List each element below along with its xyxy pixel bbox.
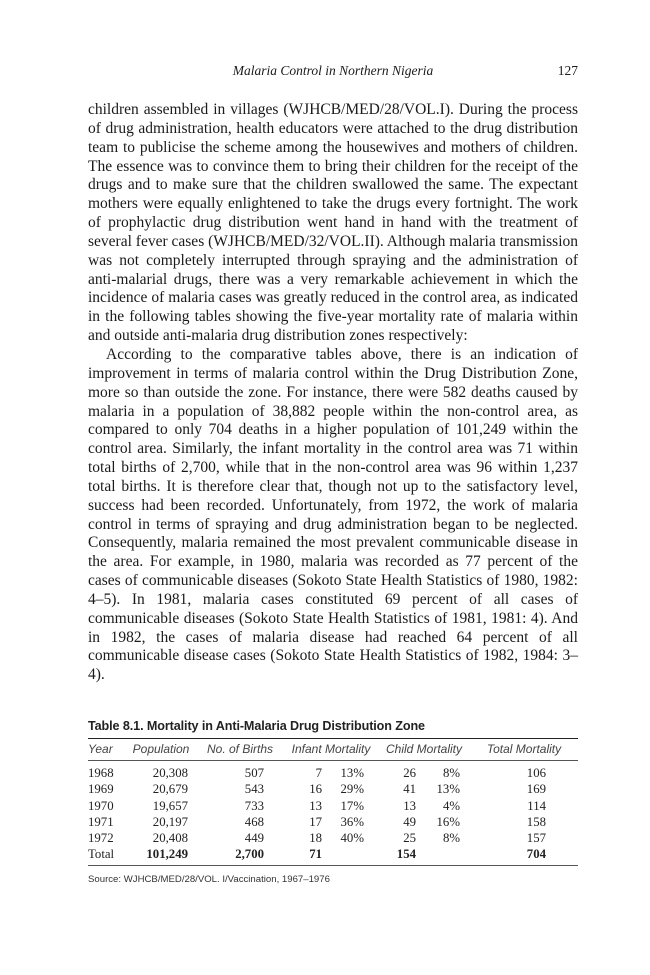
cell-population: 19,657: [152, 798, 188, 813]
cell-year: 1968: [88, 766, 114, 780]
cell-empty: [422, 846, 470, 865]
cell-empty: [328, 846, 378, 865]
body-text: [88, 101, 578, 685]
header-population: Population: [132, 742, 190, 756]
cell-total-births: 2,700: [235, 847, 264, 862]
table-source: Source: WJHCB/MED/28/VOL. I/Vaccination, 1967–1976: [88, 873, 330, 885]
cell-infant-percent: 17%: [340, 798, 364, 813]
cell-year: 1969: [88, 782, 114, 797]
cell-total-mortality: 158: [526, 814, 546, 829]
cell-total-label: Total: [88, 847, 115, 862]
table-row: [88, 814, 578, 830]
cell-births: 449: [244, 831, 264, 846]
cell-total-mortality: 114: [527, 798, 546, 813]
header-year: Year: [88, 742, 113, 756]
running-head: [88, 63, 578, 83]
cell-infant-percent: 13%: [340, 766, 364, 780]
header-child-mortality: Child Mortality: [385, 742, 463, 756]
cell-child-percent: 4%: [442, 798, 460, 813]
cell-population: 20,308: [152, 766, 188, 780]
cell-total-population: 101,249: [146, 847, 188, 862]
header-births: No. of Births: [206, 742, 274, 756]
cell-total-mortality-sum: 704: [526, 847, 546, 862]
header-total-mortality: Total Mortality: [486, 742, 562, 756]
cell-child-percent: 13%: [436, 782, 460, 797]
cell-births: 468: [244, 814, 264, 829]
table-row: [88, 781, 578, 797]
cell-infant-percent: 40%: [340, 831, 364, 846]
table-row: [88, 830, 578, 846]
cell-child-count: 41: [403, 782, 416, 797]
cell-infant-count: 7: [315, 766, 322, 780]
header-infant-mortality: Infant Mortality: [291, 742, 371, 756]
cell-births: 507: [244, 766, 264, 780]
cell-year: 1971: [88, 814, 114, 829]
cell-year: 1970: [88, 798, 114, 813]
paragraph: According to the comparative tables above, there is an indication of improvement in terms of malaria control within the Drug Distribution Zone, more so than outside the zone. For instance, there were 582 deaths caused by malaria in a population of 38,882 people within the non-control area, as compared to only 704 deaths in a higher population of 101,249 within the control area. Similarly, the infant mortality in the control area was 71 within total births of 2,700, while that in the non-control area was 96 within 1,237 total births. It is therefore clear that, though not up to the satisfactory level, success had been recorded. Unfortunately, from 1972, the work of malaria control in terms of spraying and drug administration began to be neglected. Consequently, malaria remained the most prevalent communicable disease in the area. For example, in 1980, malaria was recorded as 77 percent of the cases of communicable diseases (Sokoto State Health Statistics of 1980, 1982: 4–5). In 1981, malaria cases constituted 69 percent of all cases of communicable diseases (Sokoto State Health Statistics of 1981, 1981: 4). And in 1982, the cases of malaria disease had reached 64 percent of all communicable disease cases (Sokoto State Health Statistics of 1982, 1984: 3–4).: [88, 345, 578, 684]
table-row: [88, 761, 578, 782]
cell-child-count: 26: [403, 766, 416, 780]
cell-total-child: 154: [396, 847, 416, 862]
table-row: [88, 798, 578, 814]
page-number: 127: [557, 63, 578, 78]
cell-infant-percent: 29%: [340, 782, 364, 797]
cell-child-percent: 16%: [436, 814, 460, 829]
cell-child-count: 13: [403, 798, 416, 813]
cell-infant-count: 17: [309, 814, 322, 829]
cell-population: 20,197: [152, 814, 188, 829]
cell-population: 20,679: [152, 782, 188, 797]
cell-infant-count: 16: [309, 782, 322, 797]
cell-child-count: 25: [403, 831, 416, 846]
cell-births: 733: [244, 798, 264, 813]
cell-total-mortality: 106: [526, 766, 546, 780]
mortality-table: [88, 738, 578, 866]
cell-infant-count: 18: [309, 831, 322, 846]
paragraph: children assembled in villages (WJHCB/MED/28/VOL.I). During the process of drug administration, health educators were attached to the drug distribution team to publicise the scheme among the housewives and mothers of children. The essence was to convince them to bring their children for the receipt of the drugs and to make sure that the children swallowed the same. The expectant mothers were equally enlightened to take the drugs every fortnight. The work of prophylactic drug distribution went hand in hand with the treatment of several fever cases (WJHCB/MED/32/VOL.II). Although malaria transmission was not completely interrupted through spraying and the administration of anti-malarial drugs, there was a very remarkable achievement in which the incidence of malaria cases was greatly reduced in the control area, as indicated in the following tables showing the five-year mortality rate of malaria within and outside anti-malaria drug distribution zones respectively:: [88, 101, 578, 345]
cell-year: 1972: [88, 831, 114, 846]
cell-child-percent: 8%: [442, 831, 460, 846]
cell-total-mortality: 169: [526, 782, 546, 797]
cell-child-percent: 8%: [442, 766, 460, 780]
table-caption: Table 8.1. Mortality in Anti-Malaria Drug Distribution Zone: [88, 719, 425, 733]
cell-total-infant: 71: [309, 847, 322, 862]
table-total-row: [88, 846, 578, 865]
cell-child-count: 49: [403, 814, 416, 829]
cell-population: 20,408: [152, 831, 188, 846]
cell-total-mortality: 157: [526, 831, 546, 846]
table-header-row: [88, 739, 578, 761]
running-title: Malaria Control in Northern Nigeria: [232, 63, 434, 78]
cell-infant-percent: 36%: [340, 814, 364, 829]
cell-births: 543: [244, 782, 264, 797]
cell-infant-count: 13: [309, 798, 322, 813]
table-block: [88, 719, 578, 885]
